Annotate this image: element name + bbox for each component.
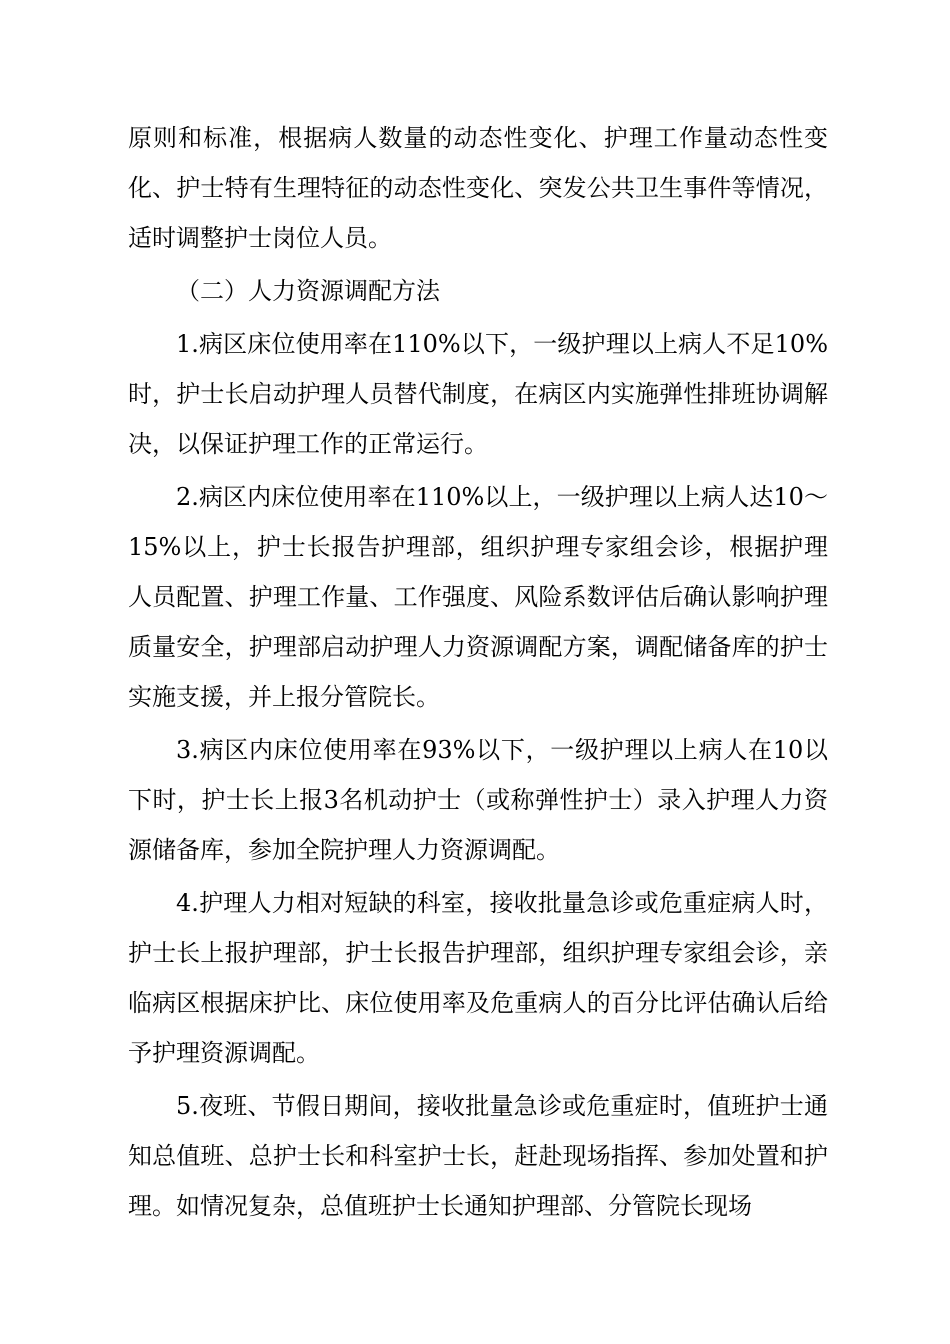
paragraph-item-4: 4.护理人力相对短缺的科室，接收批量急诊或危重症病人时，护士长上报护理部，护士长报告护理部，组织护理专家组会诊，亲临病区根据床护比、床位使用率及危重病人的百分比评估确认后给予护理资源调配。 bbox=[128, 889, 828, 1067]
paragraph-item-5: 5.夜班、节假日期间，接收批量急诊或危重症时，值班护士通知总值班、总护士长和科室护士长，赶赴现场指挥、参加处置和护理。如情况复杂，总值班护士长通知护理部、分管院长现场 bbox=[128, 1092, 828, 1220]
paragraph-item-3: 3.病区内床位使用率在93%以下，一级护理以上病人在10以下时，护士长上报3名机动护士（或称弹性护士）录入护理人力资源储备库，参加全院护理人力资源调配。 bbox=[128, 736, 828, 864]
paragraph-item-1: 1.病区床位使用率在110%以下，一级护理以上病人不足10%时，护士长启动护理人员替代制度，在病区内实施弹性排班协调解决，以保证护理工作的正常运行。 bbox=[128, 330, 828, 458]
section-heading: （二）人力资源调配方法 bbox=[176, 277, 440, 305]
paragraph-continuation: 原则和标准，根据病人数量的动态性变化、护理工作量动态性变化、护士特有生理特征的动态性变化、突发公共卫生事件等情况，适时调整护士岗位人员。 bbox=[128, 124, 828, 252]
document-body bbox=[128, 113, 828, 1234]
paragraph-item-2: 2.病区内床位使用率在110%以上，一级护理以上病人达10～15%以上，护士长报告护理部，组织护理专家组会诊，根据护理人员配置、护理工作量、工作强度、风险系数评估后确认影响护理质量安全，护理部启动护理人力资源调配方案，调配储备库的护士实施支援，并上报分管院长。 bbox=[128, 483, 828, 711]
